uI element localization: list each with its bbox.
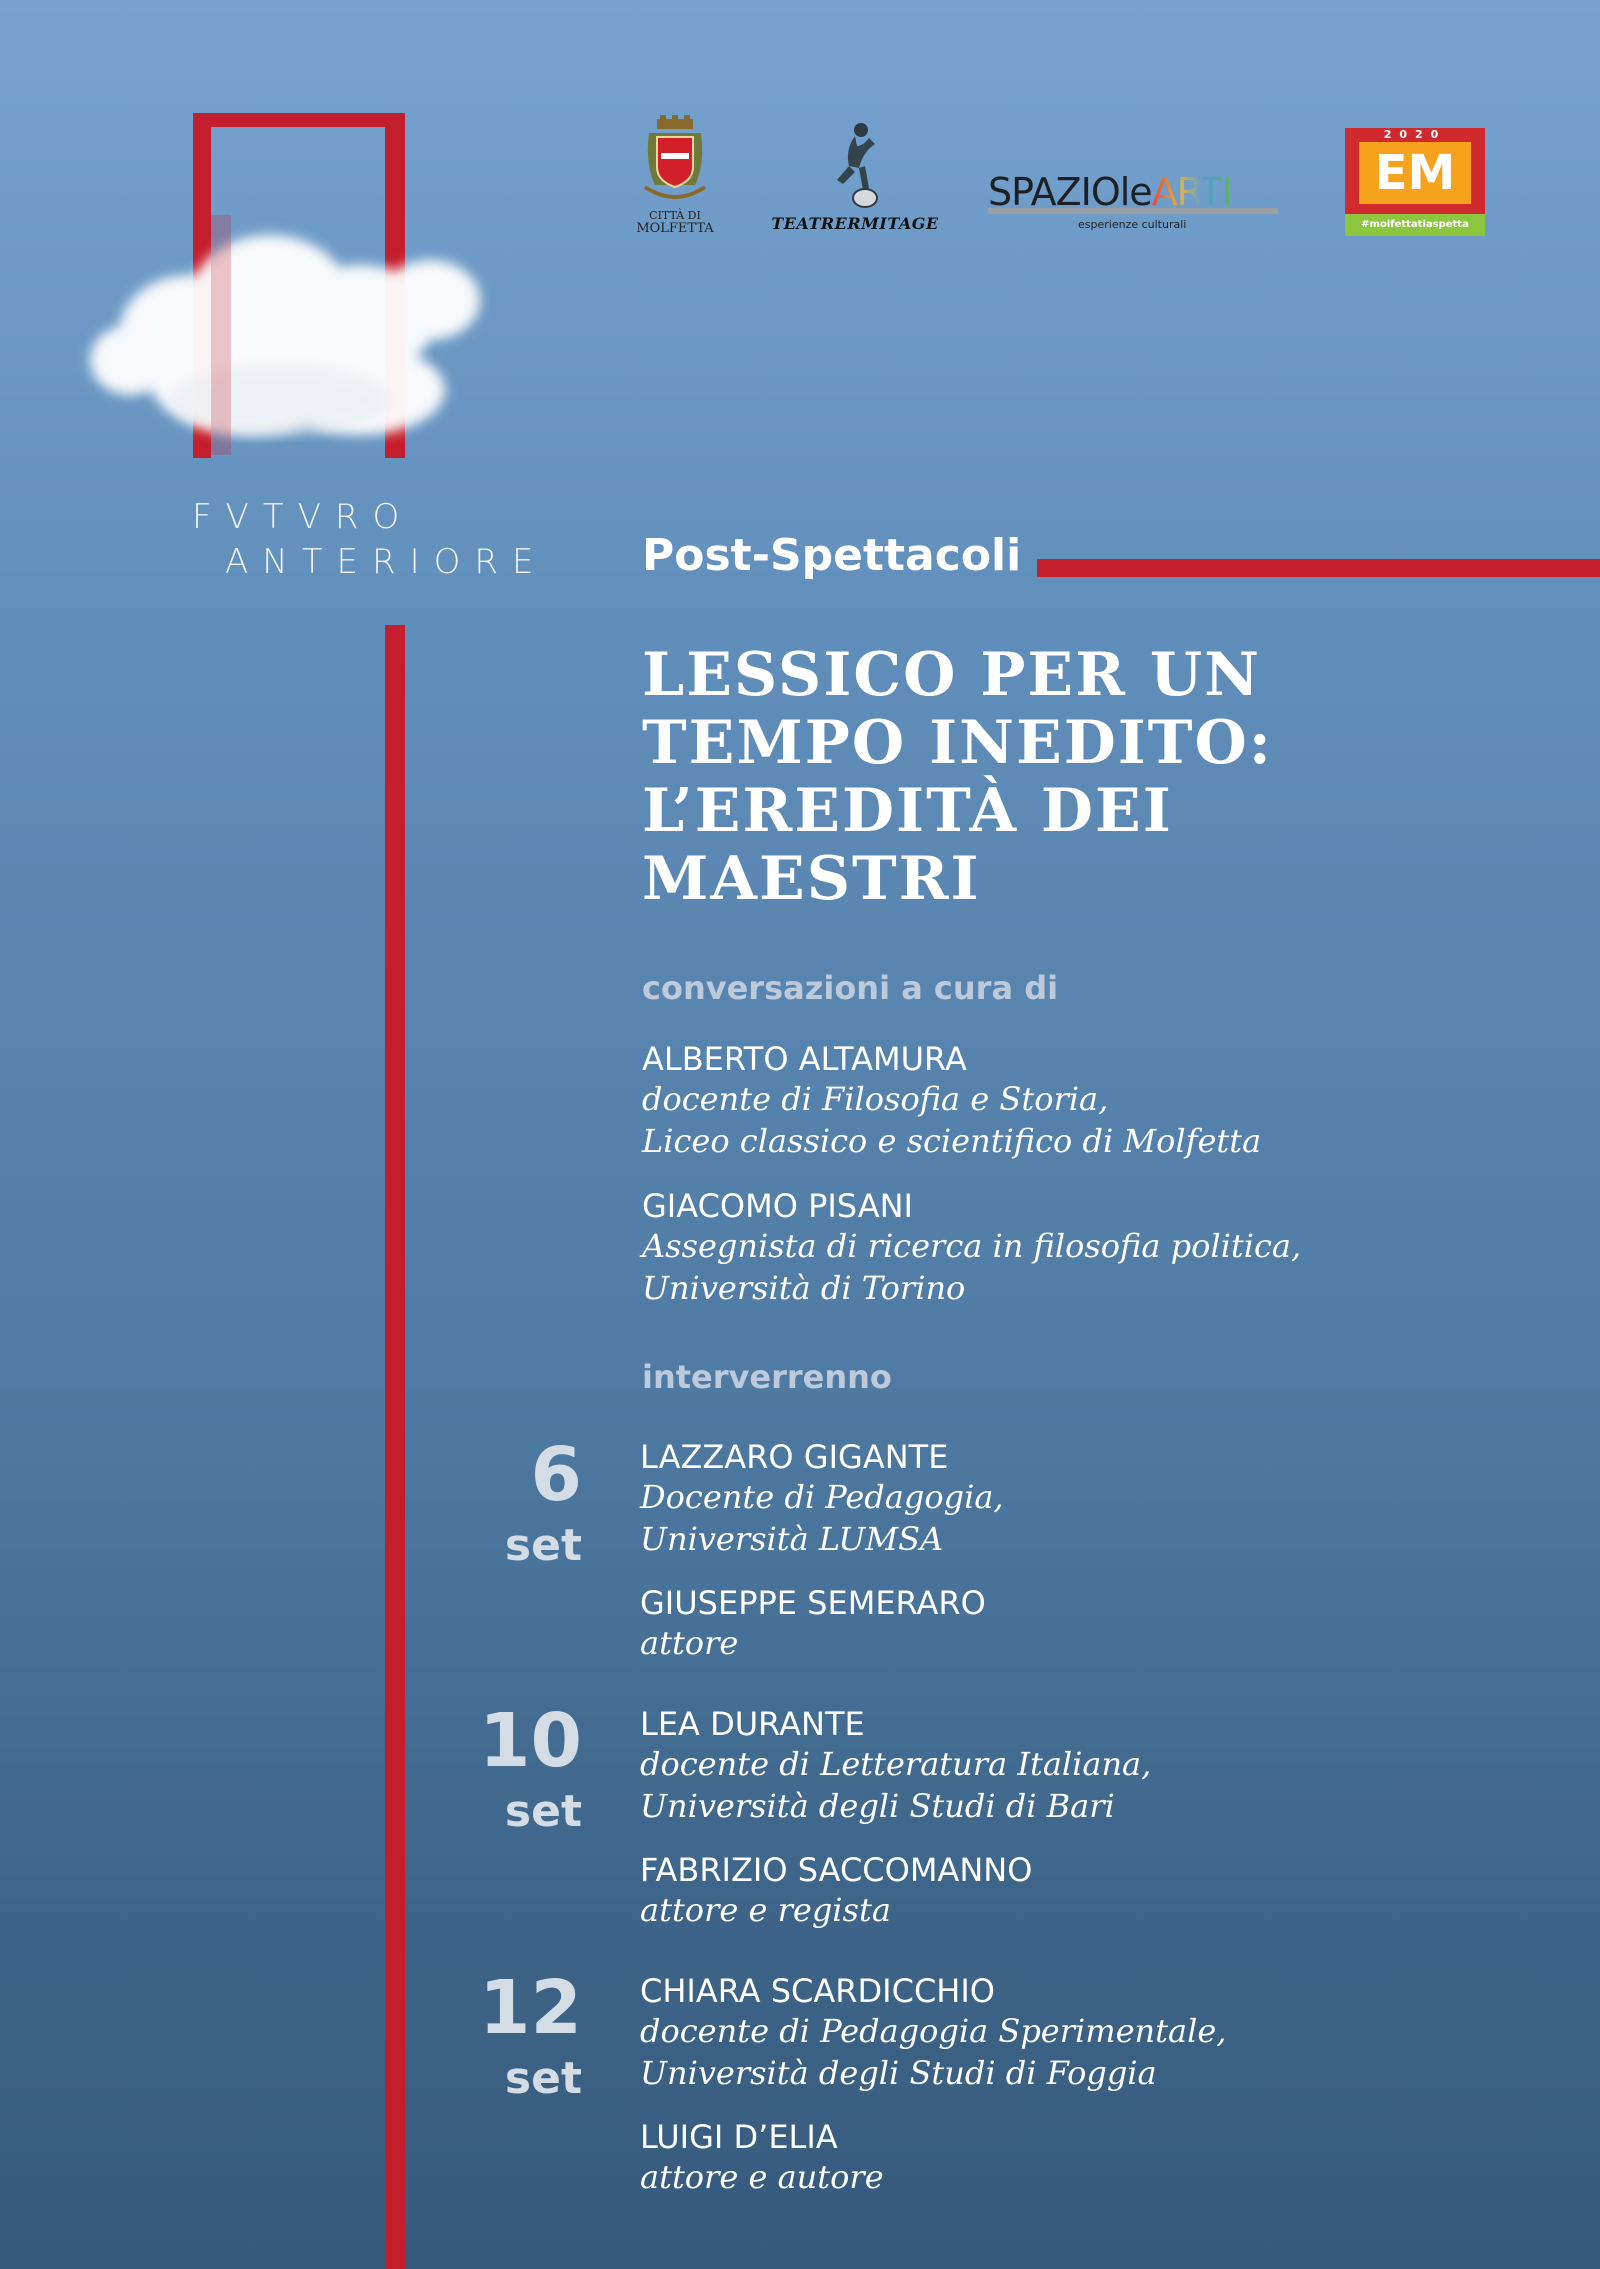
speaker-role-line1: docente di Letteratura Italiana, bbox=[640, 1745, 1152, 1783]
curator-role-line2: Liceo classico e scientifico di Molfetta bbox=[642, 1122, 1262, 1160]
date-month: set bbox=[504, 2053, 582, 2104]
title-line3: L’EREDITÀ DEI bbox=[642, 776, 1173, 846]
statue-icon bbox=[815, 120, 895, 210]
speaker-role-line2: Università degli Studi di Foggia bbox=[640, 2054, 1157, 2092]
speaker-name: GIUSEPPE SEMERARO bbox=[640, 1584, 986, 1622]
teatro-logo-text: TEATRERMITAGE bbox=[771, 214, 939, 233]
speaker-role-line1: attore bbox=[640, 1624, 739, 1662]
teatro-ermitage-logo bbox=[770, 120, 940, 233]
speaker-role-line1: attore e autore bbox=[640, 2158, 884, 2196]
frame-right-bar-lower bbox=[385, 625, 405, 2269]
curator-role-line1: Assegnista di ricerca in filosofia politica, bbox=[642, 1227, 1302, 1265]
speaker-name: LAZZARO GIGANTE bbox=[640, 1438, 949, 1476]
cloud-red-tint bbox=[211, 215, 231, 455]
title-line1: LESSICO PER UN bbox=[642, 640, 1262, 710]
speaker-item bbox=[640, 2118, 884, 2198]
date-month: set bbox=[504, 1520, 582, 1571]
curator-name: ALBERTO ALTAMURA bbox=[642, 1040, 967, 1078]
em-tag: #molfettatiaspetta bbox=[1345, 214, 1485, 236]
em-year: 2020 bbox=[1383, 128, 1447, 141]
date-day: 6 bbox=[530, 1432, 582, 1518]
em-letters: EM bbox=[1374, 145, 1456, 201]
molfetta-logo bbox=[635, 115, 715, 235]
frame-top-bar bbox=[193, 113, 405, 127]
date-day: 12 bbox=[479, 1965, 582, 2051]
speaker-name: LEA DURANTE bbox=[640, 1705, 865, 1743]
speaker-name: FABRIZIO SACCOMANNO bbox=[640, 1851, 1033, 1889]
speaker-role-line1: docente di Pedagogia Sperimentale, bbox=[640, 2012, 1227, 2050]
curator-2 bbox=[642, 1187, 1301, 1309]
molfetta-line2: MOLFETTA bbox=[636, 221, 714, 236]
em-2020-logo bbox=[1345, 128, 1485, 236]
speaker-item bbox=[640, 1705, 1151, 1827]
cloud-illustration bbox=[70, 190, 490, 470]
brand-line2: ANTERIORE bbox=[225, 542, 548, 582]
crest-icon bbox=[635, 115, 715, 205]
spazio-arti-text: ARTI bbox=[1151, 170, 1232, 214]
header-line bbox=[1037, 559, 1600, 577]
speaker-name: CHIARA SCARDICCHIO bbox=[640, 1972, 995, 2010]
spazio-le-arti-logo bbox=[988, 170, 1288, 231]
title-line2: TEMPO INEDITO: bbox=[642, 708, 1273, 778]
speaker-name: LUIGI D’ELIA bbox=[640, 2118, 838, 2156]
speaker-item bbox=[640, 1851, 1032, 1931]
speaker-item bbox=[640, 1972, 1226, 2094]
curator-1 bbox=[642, 1040, 1261, 1162]
section-label: Post-Spettacoli bbox=[642, 530, 1022, 581]
speaker-role-line2: Università degli Studi di Bari bbox=[640, 1787, 1115, 1825]
speaker-item bbox=[640, 1438, 1004, 1560]
speaker-item bbox=[640, 1584, 986, 1664]
curators-heading: conversazioni a cura di bbox=[642, 969, 1059, 1007]
curator-role-line2: Università di Torino bbox=[642, 1269, 966, 1307]
curator-name: GIACOMO PISANI bbox=[642, 1187, 913, 1225]
page-title bbox=[642, 641, 1542, 913]
speakers-heading: interverrenno bbox=[642, 1358, 892, 1396]
speaker-role-line2: Università LUMSA bbox=[640, 1520, 944, 1558]
date-month: set bbox=[504, 1786, 582, 1837]
brand-line1: FVTVRO bbox=[192, 497, 414, 537]
spazio-main-text: SPAZIOle bbox=[988, 170, 1152, 214]
title-line4: MAESTRI bbox=[642, 844, 981, 914]
curator-role-line1: docente di Filosofia e Storia, bbox=[642, 1080, 1109, 1118]
molfetta-line1: CITTÀ DI bbox=[649, 209, 701, 222]
date-day: 10 bbox=[479, 1698, 582, 1784]
speaker-role-line1: Docente di Pedagogia, bbox=[640, 1478, 1004, 1516]
speaker-role-line1: attore e regista bbox=[640, 1891, 891, 1929]
spazio-subtitle: esperienze culturali bbox=[1078, 218, 1187, 231]
